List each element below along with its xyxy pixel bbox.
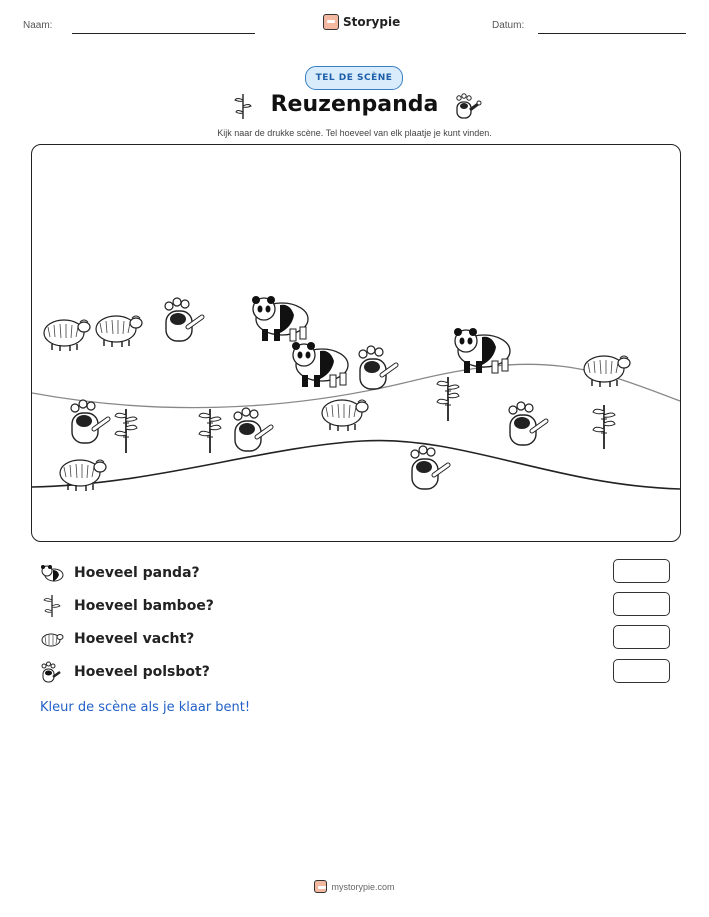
scene-badge: TEL DE SCÈNE (305, 66, 403, 90)
brand-name: Storypie (343, 15, 401, 29)
wrist-bone-icon (40, 660, 64, 684)
question-label: Hoeveel polsbot? (74, 664, 210, 680)
question-fur (40, 627, 194, 651)
fur-sheep (44, 320, 90, 351)
fur-icon (40, 627, 64, 651)
storypie-logo-icon (314, 880, 327, 893)
name-label: Naam: (23, 20, 53, 31)
footer (0, 880, 709, 893)
answer-box-bamboo[interactable] (613, 592, 670, 616)
page-title: Reuzenpanda (270, 92, 439, 117)
wrist-bone-icon (454, 90, 482, 120)
storypie-logo-icon (323, 14, 339, 30)
count-scene[interactable] (31, 144, 681, 542)
question-wrist-bone (40, 660, 210, 684)
question-label: Hoeveel bamboe? (74, 598, 214, 614)
bamboo-icon (40, 594, 64, 618)
footer-url[interactable]: mystorypie.com (331, 881, 395, 892)
date-label: Datum: (492, 20, 525, 31)
name-line[interactable] (72, 33, 255, 34)
question-label: Hoeveel panda? (74, 565, 200, 581)
panda-icon (40, 561, 64, 585)
answer-box-wrist-bone[interactable] (613, 659, 670, 683)
instructions: Kijk naar de drukke scène. Tel hoeveel van elk plaatje je kunt vinden. (217, 128, 492, 138)
question-panda (40, 561, 200, 585)
date-line[interactable] (538, 33, 686, 34)
question-label: Hoeveel vacht? (74, 631, 195, 647)
brand-logo (323, 14, 400, 30)
answer-box-panda[interactable] (613, 559, 670, 583)
answer-box-fur[interactable] (613, 625, 670, 649)
color-hint: Kleur de scène als je klaar bent! (40, 700, 251, 715)
question-bamboo (40, 594, 214, 618)
